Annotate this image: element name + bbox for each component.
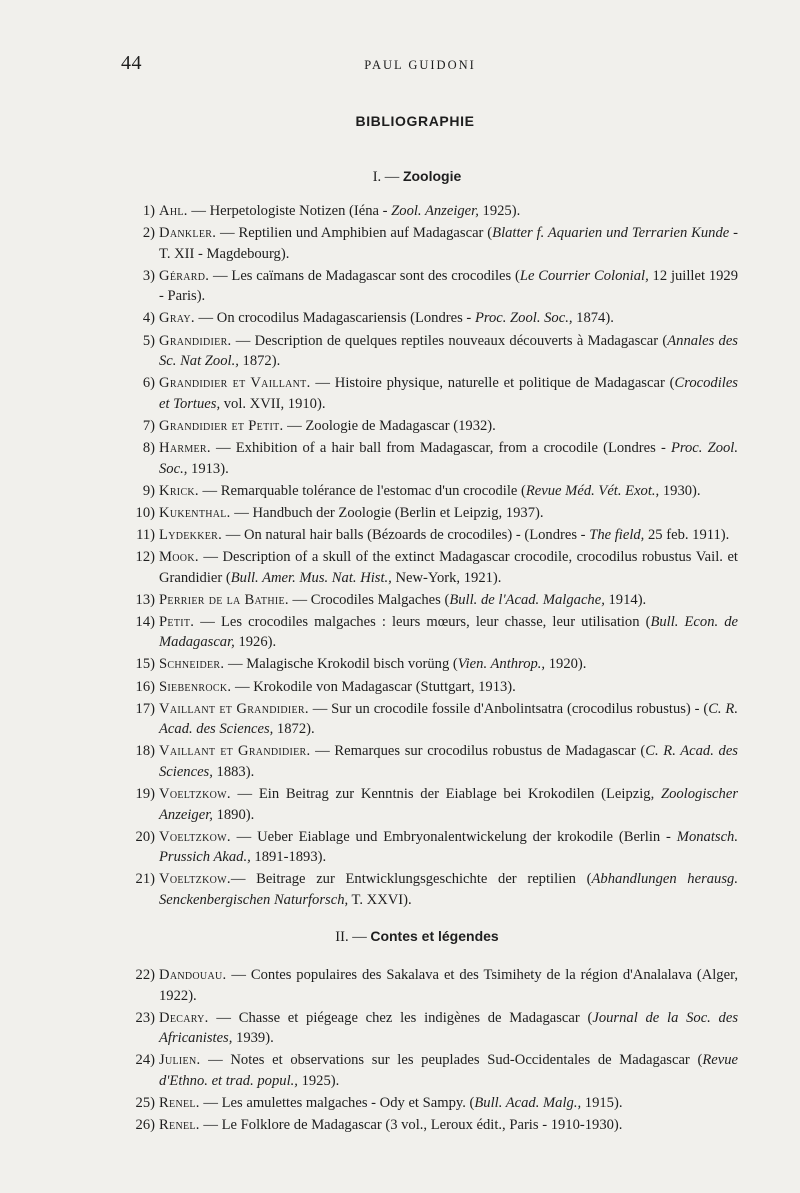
entry-details: 1925).: [297, 1072, 340, 1089]
entry-description: — Contes populaires des Sakalava et des Tsimihety de la région d'Analalava (Alger, 1922).: [159, 967, 738, 1004]
entry-description: — On natural hair balls (Bézoards de crocodiles) - (Londres -: [222, 526, 590, 543]
entry-source: The field,: [589, 526, 645, 543]
section-title: Contes et légendes: [370, 928, 499, 944]
entry-details: 1926).: [234, 634, 277, 651]
entry-author: Perrier de la Bathie.: [159, 591, 289, 608]
bibliography-entry: [128, 612, 738, 653]
page-title: BIBLIOGRAPHIE: [355, 113, 475, 129]
entry-text: [159, 1008, 738, 1049]
entry-author: Gérard.: [159, 267, 210, 284]
entry-text: [159, 547, 738, 588]
section-heading: [0, 168, 800, 186]
entry-description: — Chasse et piégeage chez les indigènes de Madagascar (: [208, 1009, 593, 1026]
entry-description: — Malagische Krokodil bisch vorüng (: [224, 656, 458, 673]
entry-source: Bull. Amer. Mus. Nat. Hist.,: [230, 569, 392, 586]
entry-source: Blatter f. Aquarien und Terrarien Kunde: [492, 225, 730, 242]
entry-author: Decary.: [159, 1009, 209, 1026]
entry-text: [159, 373, 738, 414]
entry-text: [159, 266, 738, 307]
bibliography-entry: [128, 784, 738, 825]
entry-details: - T. XII - Magdebourg).: [159, 225, 739, 262]
entry-author: Mook.: [159, 549, 199, 565]
entry-number: 9): [142, 482, 155, 499]
entry-text: [159, 590, 738, 611]
bibliography-entry: [128, 373, 738, 414]
entry-source: Revue Méd. Vét. Exot.,: [525, 482, 660, 499]
entry-source: Revue d'Ethno. et trad. popul.,: [159, 1052, 738, 1089]
entry-details: 1874).: [572, 310, 614, 327]
entry-number: 1): [142, 203, 155, 219]
page-number: 44: [121, 52, 142, 74]
entry-text: [159, 784, 738, 825]
entry-text: [159, 1093, 738, 1114]
bibliography-list-contes: [128, 965, 738, 1137]
bibliography-entry: [128, 201, 738, 222]
entry-author: Vaillant et Grandidier.: [159, 743, 311, 760]
entry-text: [159, 654, 738, 675]
bibliography-entry: [128, 266, 738, 307]
entry-number: 10): [135, 504, 155, 521]
bibliography-entry: [128, 223, 738, 264]
entry-author: Ahl.: [159, 203, 188, 219]
entry-description: — Reptilien und Amphibien auf Madagascar (: [216, 225, 493, 242]
entry-number: 23): [135, 1009, 155, 1026]
entry-author: Grandidier et Vaillant.: [159, 375, 311, 392]
entry-author: Petit.: [159, 613, 195, 630]
entry-source: Zool. Anzeiger,: [391, 203, 479, 219]
entry-author: Dandouau.: [159, 967, 227, 983]
entry-text: [159, 741, 738, 782]
entry-author: Kukenthal.: [159, 504, 231, 521]
entry-description: — Sur un crocodile fossile d'Anbolintsatra (crocodilus robustus) - (: [308, 700, 709, 717]
entry-details: 12 juillet 1929 - Paris).: [159, 267, 739, 305]
entry-text: [159, 699, 738, 740]
entry-number: 7): [142, 417, 155, 434]
entry-description: — Crocodiles Malgaches (: [288, 591, 450, 608]
bibliography-entry: [128, 1115, 738, 1136]
entry-author: Renel.: [159, 1095, 200, 1112]
bibliography-entry: [128, 308, 738, 329]
entry-text: [159, 201, 738, 222]
running-head-author: PAUL GUIDONI: [364, 58, 476, 72]
entry-number: 13): [135, 591, 155, 608]
entry-details: 1872).: [273, 721, 315, 738]
entry-description: — Exhibition of a hair ball from Madagascar, from a crocodile (Londres -: [210, 440, 671, 457]
entry-source: Abhandlungen herausg. Senckenbergischen Naturforsch,: [159, 871, 738, 908]
entry-number: 4): [142, 310, 155, 327]
entry-details: 1939).: [232, 1030, 274, 1047]
entry-author: Vaillant et Grandidier.: [159, 700, 309, 717]
section-number: II. —: [335, 929, 367, 945]
section-number: I. —: [372, 169, 400, 185]
entry-source: Vien. Anthrop.,: [457, 656, 546, 673]
entry-text: [159, 503, 738, 524]
entry-details: T. XXVI).: [348, 892, 412, 908]
section-heading: [0, 928, 800, 946]
entry-details: 1930).: [659, 482, 701, 499]
entry-author: Gray.: [159, 310, 195, 327]
bibliography-entry: [128, 503, 738, 524]
entry-details: vol. XVII, 1910).: [220, 395, 326, 412]
entry-text: [159, 416, 738, 437]
entry-author: Julien.: [159, 1052, 201, 1069]
entry-details: 1920).: [545, 656, 587, 673]
bibliography-entry: [128, 525, 738, 546]
entry-source: Annales des Sc. Nat Zool.,: [159, 332, 738, 370]
entry-description: — Ueber Eiablage und Embryonalentwickelung der krokodile (Berlin -: [230, 828, 677, 845]
entry-number: 19): [135, 786, 155, 803]
entry-source: Proc. Zool. Soc.,: [159, 440, 738, 477]
entry-number: 26): [135, 1117, 155, 1134]
bibliography-entry: [128, 331, 738, 372]
entry-source: Monatsch. Prussich Akad.,: [159, 828, 738, 866]
entry-description: — Les caïmans de Madagascar sont des crocodiles (: [209, 267, 520, 284]
bibliography-list-zoologie: [128, 201, 738, 912]
bibliography-entry: [128, 677, 738, 698]
entry-description: — Krokodile von Madagascar (Stuttgart, 1913).: [231, 678, 516, 695]
entry-description: — Remarques sur crocodilus robustus de Madagascar (: [310, 743, 646, 760]
entry-number: 25): [135, 1095, 155, 1112]
entry-details: 1915).: [581, 1095, 623, 1112]
section-title: Zoologie: [402, 168, 462, 184]
entry-source: C. R. Acad. des Sciences,: [159, 743, 738, 780]
entry-description: — Notes et observations sur les peuplades Sud-Occidentales de Madagascar (: [200, 1052, 703, 1069]
entry-number: 24): [135, 1052, 155, 1069]
entry-source: Zoologischer Anzeiger,: [159, 786, 738, 823]
entry-description: — Le Folklore de Madagascar (3 vol., Leroux édit., Paris - 1910-1930).: [199, 1117, 623, 1134]
entry-text: [159, 1115, 738, 1136]
entry-description: — On crocodilus Madagascariensis (Londres -: [194, 310, 475, 327]
entry-details: 25 feb. 1911).: [644, 526, 730, 543]
entry-details: 1891-1893).: [250, 849, 327, 866]
entry-number: 5): [142, 332, 155, 349]
entry-source: Bull. Acad. Malg.,: [474, 1095, 582, 1112]
entry-author: Siebenrock.: [159, 678, 232, 695]
entry-text: [159, 965, 738, 1006]
entry-author: Krick.: [159, 482, 199, 499]
entry-text: [159, 612, 738, 653]
entry-author: Voeltzkow.: [159, 871, 231, 888]
entry-description: — Les crocodiles malgaches : leurs mœurs, leur chasse, leur utilisation (: [194, 613, 651, 630]
entry-details: 1913).: [187, 460, 229, 477]
bibliography-entry: [128, 547, 738, 588]
entry-text: [159, 869, 738, 910]
entry-number: 16): [135, 678, 155, 695]
entry-number: 18): [135, 743, 155, 760]
entry-details: 1925).: [478, 203, 521, 219]
entry-source: Journal de la Soc. des Africanistes,: [159, 1009, 739, 1047]
entry-text: [159, 525, 738, 546]
bibliography-entry: [128, 481, 738, 502]
entry-description: — Description de quelques reptiles nouveaux découverts à Madagascar (: [231, 332, 668, 349]
entry-author: Grandidier.: [159, 332, 232, 349]
entry-description: — Remarquable tolérance de l'estomac d'un crocodile (: [198, 482, 526, 499]
entry-number: 12): [135, 549, 155, 565]
entry-text: [159, 1050, 738, 1091]
entry-source: Bull. de l'Acad. Malgache,: [449, 591, 605, 608]
entry-details: 1890).: [212, 806, 255, 823]
bibliography-entry: [128, 1008, 738, 1049]
entry-number: 6): [142, 375, 155, 392]
entry-description: — Herpetologiste Notizen (Iéna -: [187, 203, 392, 219]
entry-text: [159, 331, 738, 372]
entry-text: [159, 481, 738, 502]
entry-details: 1914).: [604, 591, 647, 608]
entry-number: 20): [135, 828, 155, 845]
bibliography-entry: [128, 438, 738, 479]
entry-author: Schneider.: [159, 656, 225, 673]
entry-description: — Zoologie de Madagascar (1932).: [283, 417, 496, 434]
entry-text: [159, 677, 738, 698]
entry-author: Harmer.: [159, 440, 211, 457]
entry-text: [159, 308, 738, 329]
entry-details: 1883).: [212, 763, 255, 780]
entry-author: Dankler.: [159, 225, 217, 242]
entry-source: Bull. Econ. de Madagascar,: [159, 613, 738, 651]
bibliography-entry: [128, 827, 738, 868]
entry-description: — Beitrage zur Entwicklungsgeschichte der reptilien (: [230, 871, 592, 888]
entry-author: Grandidier et Petit.: [159, 417, 284, 434]
bibliography-entry: [128, 965, 738, 1006]
bibliography-entry: [128, 1050, 738, 1091]
entry-number: 15): [135, 656, 155, 673]
entry-source: Proc. Zool. Soc.,: [474, 310, 573, 327]
entry-author: Renel.: [159, 1117, 200, 1134]
bibliography-entry: [128, 1093, 738, 1114]
entry-source: C. R. Acad. des Sciences,: [159, 700, 738, 738]
entry-details: 1872).: [238, 353, 281, 370]
entry-number: 2): [142, 225, 155, 242]
entry-number: 22): [135, 967, 155, 983]
bibliography-entry: [128, 869, 738, 910]
entry-source: Le Courrier Colonial,: [519, 267, 649, 284]
bibliography-entry: [128, 741, 738, 782]
entry-description: — Les amulettes malgaches - Ody et Sampy. (: [199, 1095, 475, 1112]
entry-number: 8): [142, 440, 155, 457]
bibliography-entry: [128, 654, 738, 675]
entry-author: Voeltzkow.: [159, 786, 231, 803]
bibliography-entry: [128, 590, 738, 611]
entry-text: [159, 438, 738, 479]
entry-number: 14): [135, 613, 155, 630]
running-header: [0, 52, 800, 76]
entry-details: New-York, 1921).: [391, 569, 502, 586]
entry-text: [159, 827, 738, 868]
bibliography-entry: [128, 699, 738, 740]
entry-source: Crocodiles et Tortues,: [159, 375, 738, 412]
entry-description: — Histoire physique, naturelle et politique de Madagascar (: [310, 375, 675, 392]
bibliography-entry: [128, 416, 738, 437]
entry-number: 3): [142, 267, 155, 284]
entry-description: — Handbuch der Zoologie (Berlin et Leipzig, 1937).: [230, 504, 544, 521]
entry-description: — Description of a skull of the extinct Madagascar crocodile, crocodilus robustus Vail. et Grandidier (: [159, 549, 738, 586]
entry-author: Lydekker.: [159, 526, 223, 543]
entry-number: 17): [135, 700, 155, 717]
entry-description: — Ein Beitrag zur Kenntnis der Eiablage bei Krokodilen (Leipzig,: [230, 786, 661, 803]
entry-number: 11): [136, 526, 155, 543]
entry-number: 21): [135, 871, 155, 888]
entry-author: Voeltzkow.: [159, 828, 231, 845]
entry-text: [159, 223, 738, 264]
